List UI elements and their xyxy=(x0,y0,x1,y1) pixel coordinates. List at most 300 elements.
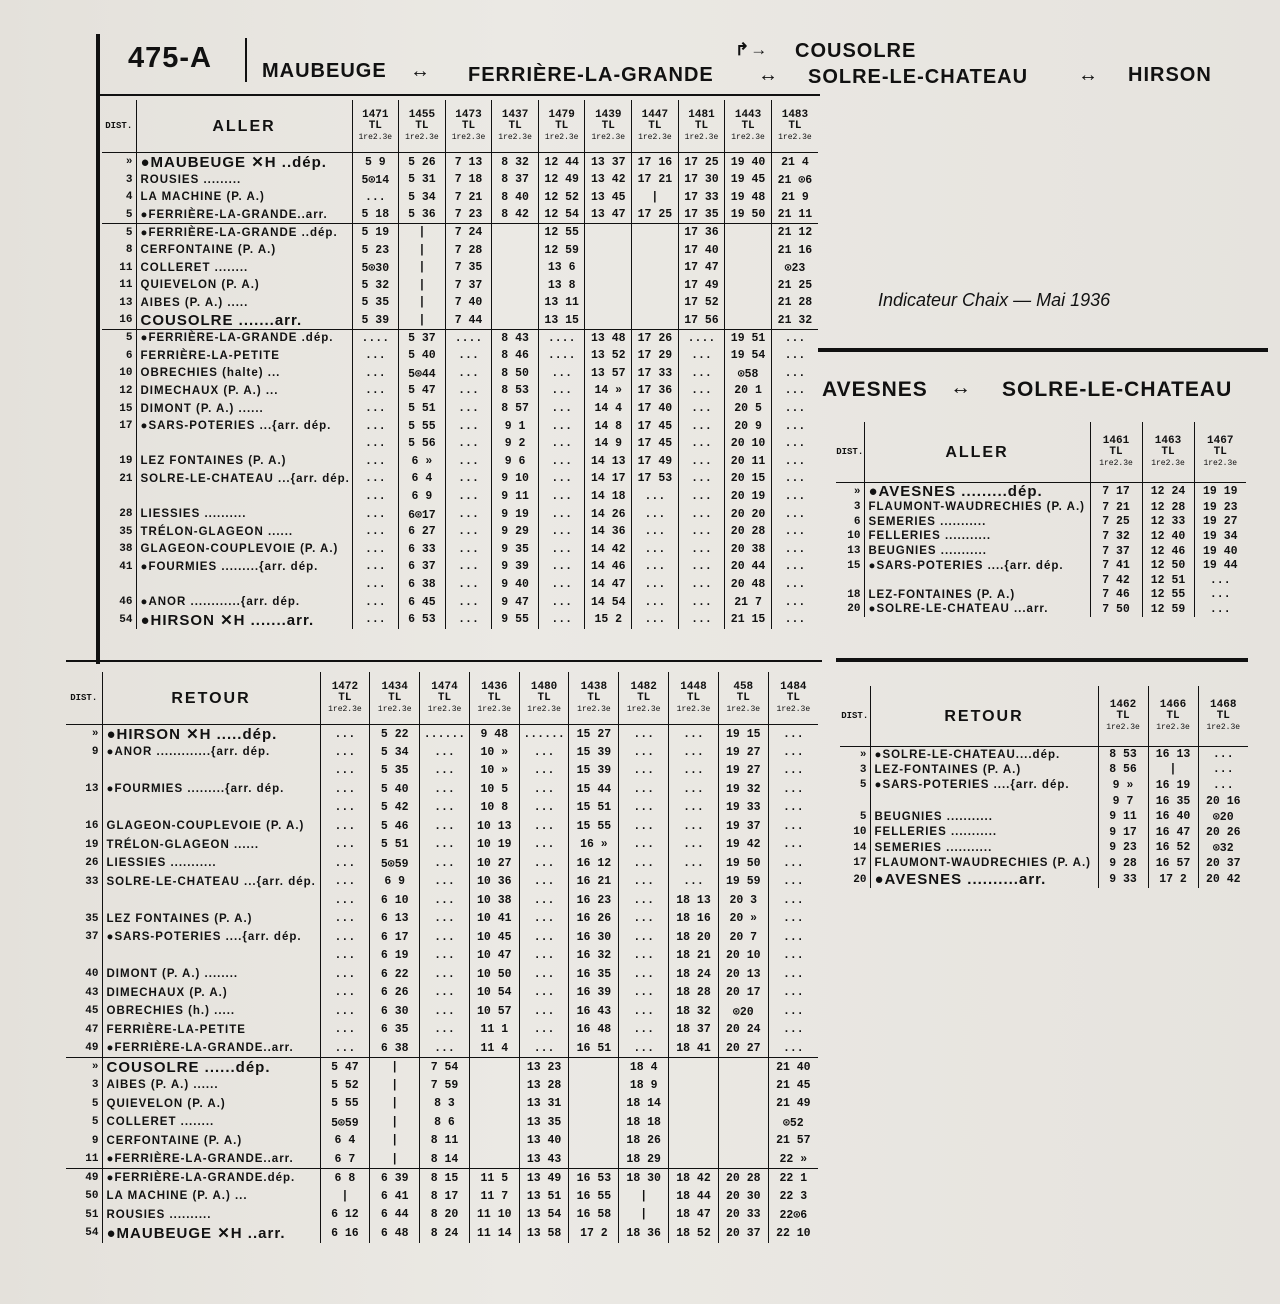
time-cell: ... xyxy=(320,762,370,781)
table-row xyxy=(836,515,1246,530)
table-row xyxy=(836,500,1246,515)
train-number: 1448 xyxy=(680,680,707,693)
table-row xyxy=(102,576,818,594)
time-cell: ... xyxy=(771,417,818,435)
station-name xyxy=(864,573,1090,588)
station-name: ●FOURMIES .........{arr. dép. xyxy=(136,558,352,576)
time-cell: ... xyxy=(619,910,669,929)
time-cell: ... xyxy=(320,725,370,744)
avesnes-aller-timetable xyxy=(836,422,1246,617)
time-cell: 5 47 xyxy=(320,1058,370,1077)
time-cell: ... xyxy=(519,1002,569,1021)
time-cell xyxy=(725,312,772,330)
time-cell: ... xyxy=(320,1002,370,1021)
time-cell: ... xyxy=(445,488,492,506)
train-number: 1472 xyxy=(331,680,359,693)
time-cell: ... xyxy=(519,873,569,892)
distance-cell: 11 xyxy=(119,279,133,292)
time-cell: ... xyxy=(420,854,470,873)
time-cell: ... xyxy=(352,453,399,471)
table-row xyxy=(66,928,818,947)
time-cell: ⊙20 xyxy=(718,1002,768,1021)
time-cell: 20 17 xyxy=(718,984,768,1003)
time-cell: 8 32 xyxy=(492,153,539,172)
time-cell: ... xyxy=(445,505,492,523)
time-cell: 10 5 xyxy=(469,780,519,799)
table-row xyxy=(102,153,818,172)
time-cell: | xyxy=(370,1132,420,1151)
time-cell: ... xyxy=(1194,588,1246,603)
time-cell xyxy=(669,1150,719,1169)
time-cell: 9 29 xyxy=(492,523,539,541)
time-cell: 21 4 xyxy=(771,153,818,172)
time-cell: ... xyxy=(768,965,818,984)
station-name: FLAUMONT-WAUDRECHIES (P. A.) xyxy=(870,856,1098,872)
time-cell: 16 21 xyxy=(569,873,619,892)
train-class: TL xyxy=(368,119,382,132)
time-cell: ... xyxy=(771,505,818,523)
time-cell: 7 35 xyxy=(445,259,492,277)
time-cell: 8 46 xyxy=(492,347,539,365)
time-cell: 20 27 xyxy=(718,1039,768,1058)
time-cell: 7 25 xyxy=(1090,515,1142,530)
table-row xyxy=(840,793,1248,809)
distance-cell: 6 xyxy=(125,349,133,362)
time-cell: ... xyxy=(445,347,492,365)
train-number: 1443 xyxy=(734,108,762,121)
time-cell: ... xyxy=(352,417,399,435)
time-cell: 9 47 xyxy=(492,593,539,611)
time-cell: ... xyxy=(669,854,719,873)
time-cell: ... xyxy=(771,470,818,488)
station-name: QUIEVELON (P. A.) xyxy=(102,1095,320,1114)
table-row xyxy=(102,558,818,576)
time-cell: 5 39 xyxy=(352,312,399,330)
time-cell: 19 32 xyxy=(718,780,768,799)
time-cell: 5 32 xyxy=(352,277,399,295)
time-cell: 21 25 xyxy=(771,277,818,295)
time-cell: ... xyxy=(538,523,585,541)
time-cell: 13 43 xyxy=(519,1150,569,1169)
train-header xyxy=(619,672,669,725)
time-cell xyxy=(725,241,772,259)
time-cell: ⊙58 xyxy=(725,365,772,383)
time-cell: 5 37 xyxy=(399,329,446,347)
time-cell: ... xyxy=(619,891,669,910)
time-cell: 17 25 xyxy=(678,153,725,172)
time-cell: ... xyxy=(768,928,818,947)
time-cell: 18 29 xyxy=(619,1150,669,1169)
train-class: TL xyxy=(508,119,522,132)
time-cell: 7 40 xyxy=(445,294,492,312)
station-name: ●ANOR ............{arr. dép. xyxy=(136,593,352,611)
time-cell: 20 26 xyxy=(1198,824,1248,840)
time-cell: ... xyxy=(678,558,725,576)
table-row xyxy=(66,1039,818,1058)
table-row xyxy=(66,817,818,836)
time-cell xyxy=(569,1095,619,1114)
time-cell: 16 39 xyxy=(569,984,619,1003)
time-cell: 9 » xyxy=(1098,778,1148,794)
time-cell: 10 19 xyxy=(469,836,519,855)
train-class: TL xyxy=(437,691,452,704)
station-name: LEZ FONTAINES (P. A.) xyxy=(102,910,320,929)
time-cell: 5⊙44 xyxy=(399,365,446,383)
section-title: ALLER xyxy=(136,100,352,153)
distance-cell: » xyxy=(91,728,99,740)
time-cell: ... xyxy=(768,854,818,873)
time-cell: ... xyxy=(445,400,492,418)
time-cell: 5 35 xyxy=(352,294,399,312)
train-classes: 1re2.3e xyxy=(1203,458,1238,468)
train-class: TL xyxy=(686,691,701,704)
time-cell: 12 24 xyxy=(1142,483,1194,501)
time-cell: ...... xyxy=(420,725,470,744)
time-cell xyxy=(492,294,539,312)
train-classes: 1re2.3e xyxy=(544,132,579,142)
station-name: ●FERRIÈRE-LA-GRANDE ..dép. xyxy=(136,224,352,242)
time-cell: ... xyxy=(678,523,725,541)
time-cell: 10 41 xyxy=(469,910,519,929)
time-cell xyxy=(469,1132,519,1151)
time-cell: 19 27 xyxy=(718,762,768,781)
time-cell: 13 15 xyxy=(538,312,585,330)
time-cell: 13 23 xyxy=(519,1058,569,1077)
station-name: TRÉLON-GLAGEON ...... xyxy=(102,836,320,855)
time-cell: 12 51 xyxy=(1142,573,1194,588)
time-cell: 16 35 xyxy=(1148,793,1198,809)
time-cell xyxy=(669,1058,719,1077)
time-cell: ... xyxy=(320,965,370,984)
time-cell: ... xyxy=(320,984,370,1003)
station-name xyxy=(136,488,352,506)
time-cell: 7 37 xyxy=(1090,544,1142,559)
distance-cell: 13 xyxy=(119,296,133,309)
time-cell: ... xyxy=(669,743,719,762)
table-row xyxy=(102,505,818,523)
station-name: SOLRE-LE-CHATEAU ...{arr. dép. xyxy=(102,873,320,892)
section-title: ALLER xyxy=(864,422,1090,483)
time-cell xyxy=(669,1113,719,1132)
time-cell: ... xyxy=(619,1021,669,1040)
station-name: ●SOLRE-LE-CHATEAU....dép. xyxy=(870,747,1098,763)
station-name: LEZ FONTAINES (P. A.) xyxy=(136,453,352,471)
time-cell: ... xyxy=(678,576,725,594)
station-name xyxy=(102,762,320,781)
train-header xyxy=(492,100,539,153)
time-cell: 18 37 xyxy=(669,1021,719,1040)
train-class: TL xyxy=(1216,709,1230,722)
time-cell: 18 24 xyxy=(669,965,719,984)
time-cell: ... xyxy=(771,576,818,594)
distance-cell: 20 xyxy=(847,603,861,616)
train-classes: 1re2.3e xyxy=(328,704,362,714)
time-cell: ... xyxy=(669,836,719,855)
distance-cell: 20 xyxy=(853,873,867,886)
station-name: DIMECHAUX (P. A.) ... xyxy=(136,382,352,400)
time-cell: 17 16 xyxy=(632,153,679,172)
time-cell: 5 55 xyxy=(320,1095,370,1114)
time-cell: ... xyxy=(669,799,719,818)
time-cell: 18 42 xyxy=(669,1169,719,1188)
time-cell: .... xyxy=(538,347,585,365)
time-cell: 6 38 xyxy=(370,1039,420,1058)
station-name: BEUGNIES ........... xyxy=(870,809,1098,825)
time-cell: 17 25 xyxy=(632,206,679,224)
time-cell: 6 10 xyxy=(370,891,420,910)
time-cell: 8 53 xyxy=(492,382,539,400)
time-cell: 13 11 xyxy=(538,294,585,312)
time-cell: ... xyxy=(320,873,370,892)
distance-cell: 54 xyxy=(119,613,133,626)
time-cell: | xyxy=(320,1187,370,1206)
time-cell: 9 17 xyxy=(1098,824,1148,840)
time-cell: 5 55 xyxy=(399,417,446,435)
train-number: 1481 xyxy=(688,108,715,121)
time-cell: 8 40 xyxy=(492,189,539,207)
time-cell: 18 28 xyxy=(669,984,719,1003)
time-cell: ... xyxy=(538,505,585,523)
time-cell: ... xyxy=(352,576,399,594)
time-cell: ⊙32 xyxy=(1198,840,1248,856)
train-classes: 1re2.3e xyxy=(1151,458,1185,468)
station-name: FLAUMONT-WAUDRECHIES (P. A.) xyxy=(864,500,1090,515)
train-header xyxy=(1194,422,1246,483)
time-cell: ... xyxy=(320,854,370,873)
time-cell: ... xyxy=(538,611,585,629)
time-cell: ... xyxy=(619,984,669,1003)
time-cell xyxy=(569,1150,619,1169)
time-cell: 8 53 xyxy=(1098,747,1148,763)
station-name: ●FERRIÈRE-LA-GRANDE..arr. xyxy=(102,1039,320,1058)
train-header xyxy=(469,672,519,725)
table-row xyxy=(66,1132,818,1151)
train-classes: 1re2.3e xyxy=(726,704,761,714)
distance-cell: 49 xyxy=(66,1169,102,1188)
time-cell: 17 49 xyxy=(678,277,725,295)
time-cell xyxy=(492,224,539,242)
time-cell: ... xyxy=(768,1021,818,1040)
time-cell: 6 30 xyxy=(370,1002,420,1021)
station-name: FELLERIES ........... xyxy=(864,529,1090,544)
distance-cell: 10 xyxy=(847,530,861,543)
station-name: DIMECHAUX (P. A.) xyxy=(102,984,320,1003)
time-cell: ... xyxy=(1194,573,1246,588)
time-cell: ... xyxy=(768,984,818,1003)
time-cell: 16 12 xyxy=(569,854,619,873)
time-cell: 7 42 xyxy=(1090,573,1142,588)
table-row xyxy=(102,523,818,541)
time-cell xyxy=(725,259,772,277)
time-cell: 6 19 xyxy=(370,947,420,966)
time-cell: 6 39 xyxy=(370,1169,420,1188)
train-class: TL xyxy=(587,691,601,704)
train-number: 1463 xyxy=(1154,434,1182,447)
time-cell: 10 » xyxy=(469,762,519,781)
table-row xyxy=(102,294,818,312)
time-cell: 19 40 xyxy=(1194,544,1246,559)
time-cell: ... xyxy=(632,523,679,541)
time-cell: 16 51 xyxy=(569,1039,619,1058)
time-cell: 22⊙6 xyxy=(768,1206,818,1225)
time-cell: 5 51 xyxy=(370,836,420,855)
section-divider-rule xyxy=(66,660,822,662)
time-cell: ... xyxy=(445,417,492,435)
train-number: 1471 xyxy=(362,108,389,121)
table-row xyxy=(836,483,1246,501)
time-cell: 9 55 xyxy=(492,611,539,629)
distance-cell: 17 xyxy=(119,420,133,433)
distance-cell: 11 xyxy=(119,261,133,274)
station-name: ●SARS-POTERIES ....{arr. dép. xyxy=(864,558,1090,573)
table-row xyxy=(66,780,818,799)
time-cell xyxy=(718,1076,768,1095)
train-classes: 1re2.3e xyxy=(1156,722,1190,732)
time-cell: 11 14 xyxy=(469,1224,519,1243)
distance-cell: 26 xyxy=(85,857,99,870)
time-cell: 6 9 xyxy=(370,873,420,892)
distance-cell: 47 xyxy=(85,1023,99,1036)
train-number: 1447 xyxy=(641,108,669,121)
time-cell: ...... xyxy=(519,725,569,744)
time-cell: 19 15 xyxy=(718,725,768,744)
train-number: 1484 xyxy=(780,680,807,693)
train-classes: 1re2.3e xyxy=(451,132,486,142)
station-name: FERRIÈRE-LA-PETITE xyxy=(102,1021,320,1040)
time-cell: ... xyxy=(538,558,585,576)
time-cell: 6 12 xyxy=(320,1206,370,1225)
time-cell: | xyxy=(619,1187,669,1206)
distance-cell: 16 xyxy=(119,314,133,327)
time-cell xyxy=(492,312,539,330)
time-cell: ... xyxy=(771,488,818,506)
time-cell: ... xyxy=(352,470,399,488)
time-cell: ... xyxy=(445,523,492,541)
table-row xyxy=(836,602,1246,617)
time-cell: | xyxy=(370,1113,420,1132)
table-row xyxy=(66,836,818,855)
train-classes: 1re2.3e xyxy=(638,132,672,142)
distance-cell: 5 xyxy=(859,810,867,823)
station-name: GLAGEON-COUPLEVOIE (P. A.) xyxy=(102,817,320,836)
distance-cell: 4 xyxy=(125,191,133,204)
time-cell: 15 39 xyxy=(569,743,619,762)
time-cell: 11 1 xyxy=(469,1021,519,1040)
time-cell: ... xyxy=(420,836,470,855)
train-classes: 1re2.3e xyxy=(778,132,812,142)
time-cell: 16 13 xyxy=(1148,747,1198,763)
time-cell: 12 44 xyxy=(538,153,585,172)
time-cell: 7 21 xyxy=(445,189,492,207)
time-cell: 20 1 xyxy=(725,382,772,400)
train-number: 458 xyxy=(733,680,754,693)
time-cell: ... xyxy=(445,470,492,488)
time-cell: ... xyxy=(632,611,679,629)
station-name xyxy=(136,576,352,594)
time-cell: ... xyxy=(632,488,679,506)
time-cell: ... xyxy=(420,965,470,984)
dist-header: DIST. xyxy=(840,686,870,747)
time-cell: 17 36 xyxy=(678,224,725,242)
time-cell: 20 37 xyxy=(718,1224,768,1243)
distance-cell: 40 xyxy=(85,968,99,981)
time-cell xyxy=(718,1095,768,1114)
time-cell: 7 46 xyxy=(1090,588,1142,603)
time-cell: .... xyxy=(538,329,585,347)
time-cell: ... xyxy=(420,780,470,799)
time-cell: ... xyxy=(538,382,585,400)
avesnes-title-a: AVESNES xyxy=(822,378,928,401)
table-row xyxy=(102,488,818,506)
table-row xyxy=(102,189,818,207)
time-cell: 8 42 xyxy=(492,206,539,224)
time-cell: ... xyxy=(519,947,569,966)
time-cell: ... xyxy=(768,947,818,966)
time-cell: ... xyxy=(320,780,370,799)
time-cell: 13 40 xyxy=(519,1132,569,1151)
time-cell: 12 55 xyxy=(538,224,585,242)
time-cell: 18 20 xyxy=(669,928,719,947)
time-cell: 17 49 xyxy=(632,453,679,471)
distance-cell: 5 xyxy=(91,1116,99,1129)
time-cell: 10 57 xyxy=(469,1002,519,1021)
train-classes: 1re2.3e xyxy=(377,704,412,714)
time-cell xyxy=(718,1113,768,1132)
time-cell: 7 21 xyxy=(1090,500,1142,515)
station-name: ●AVESNES .........dép. xyxy=(864,483,1090,501)
time-cell: ... xyxy=(632,558,679,576)
train-number: 1439 xyxy=(595,108,622,121)
time-cell: ... xyxy=(420,817,470,836)
time-cell: 5 35 xyxy=(370,762,420,781)
time-cell: 9 33 xyxy=(1098,871,1148,888)
time-cell: 18 4 xyxy=(619,1058,669,1077)
time-cell: 5 46 xyxy=(370,817,420,836)
station-name: LIESSIES ........... xyxy=(102,854,320,873)
time-cell: | xyxy=(370,1076,420,1095)
time-cell: 20 30 xyxy=(718,1187,768,1206)
time-cell: 9 10 xyxy=(492,470,539,488)
time-cell: 6 13 xyxy=(370,910,420,929)
time-cell: 18 32 xyxy=(669,1002,719,1021)
time-cell: 13 48 xyxy=(585,329,632,347)
time-cell: 6 35 xyxy=(370,1021,420,1040)
train-number: 1462 xyxy=(1109,698,1137,711)
time-cell: 9 7 xyxy=(1098,793,1148,809)
station-name: LIESSIES .......... xyxy=(136,505,352,523)
time-cell: 14 4 xyxy=(585,400,632,418)
time-cell: ... xyxy=(538,488,585,506)
time-cell: 16 55 xyxy=(569,1187,619,1206)
time-cell: 20 15 xyxy=(725,470,772,488)
time-cell: 19 42 xyxy=(718,836,768,855)
train-classes: 1re2.3e xyxy=(405,132,439,142)
train-header xyxy=(399,100,446,153)
time-cell xyxy=(492,259,539,277)
time-cell: 13 49 xyxy=(519,1169,569,1188)
time-cell: 18 13 xyxy=(669,891,719,910)
time-cell: ... xyxy=(771,435,818,453)
train-header xyxy=(569,672,619,725)
train-header xyxy=(771,100,818,153)
time-cell: ... xyxy=(768,817,818,836)
time-cell: ... xyxy=(445,576,492,594)
time-cell xyxy=(632,277,679,295)
train-classes: 1re2.3e xyxy=(427,704,462,714)
time-cell: ... xyxy=(1198,747,1248,763)
table-row xyxy=(102,171,818,189)
distance-cell: 15 xyxy=(119,402,133,415)
